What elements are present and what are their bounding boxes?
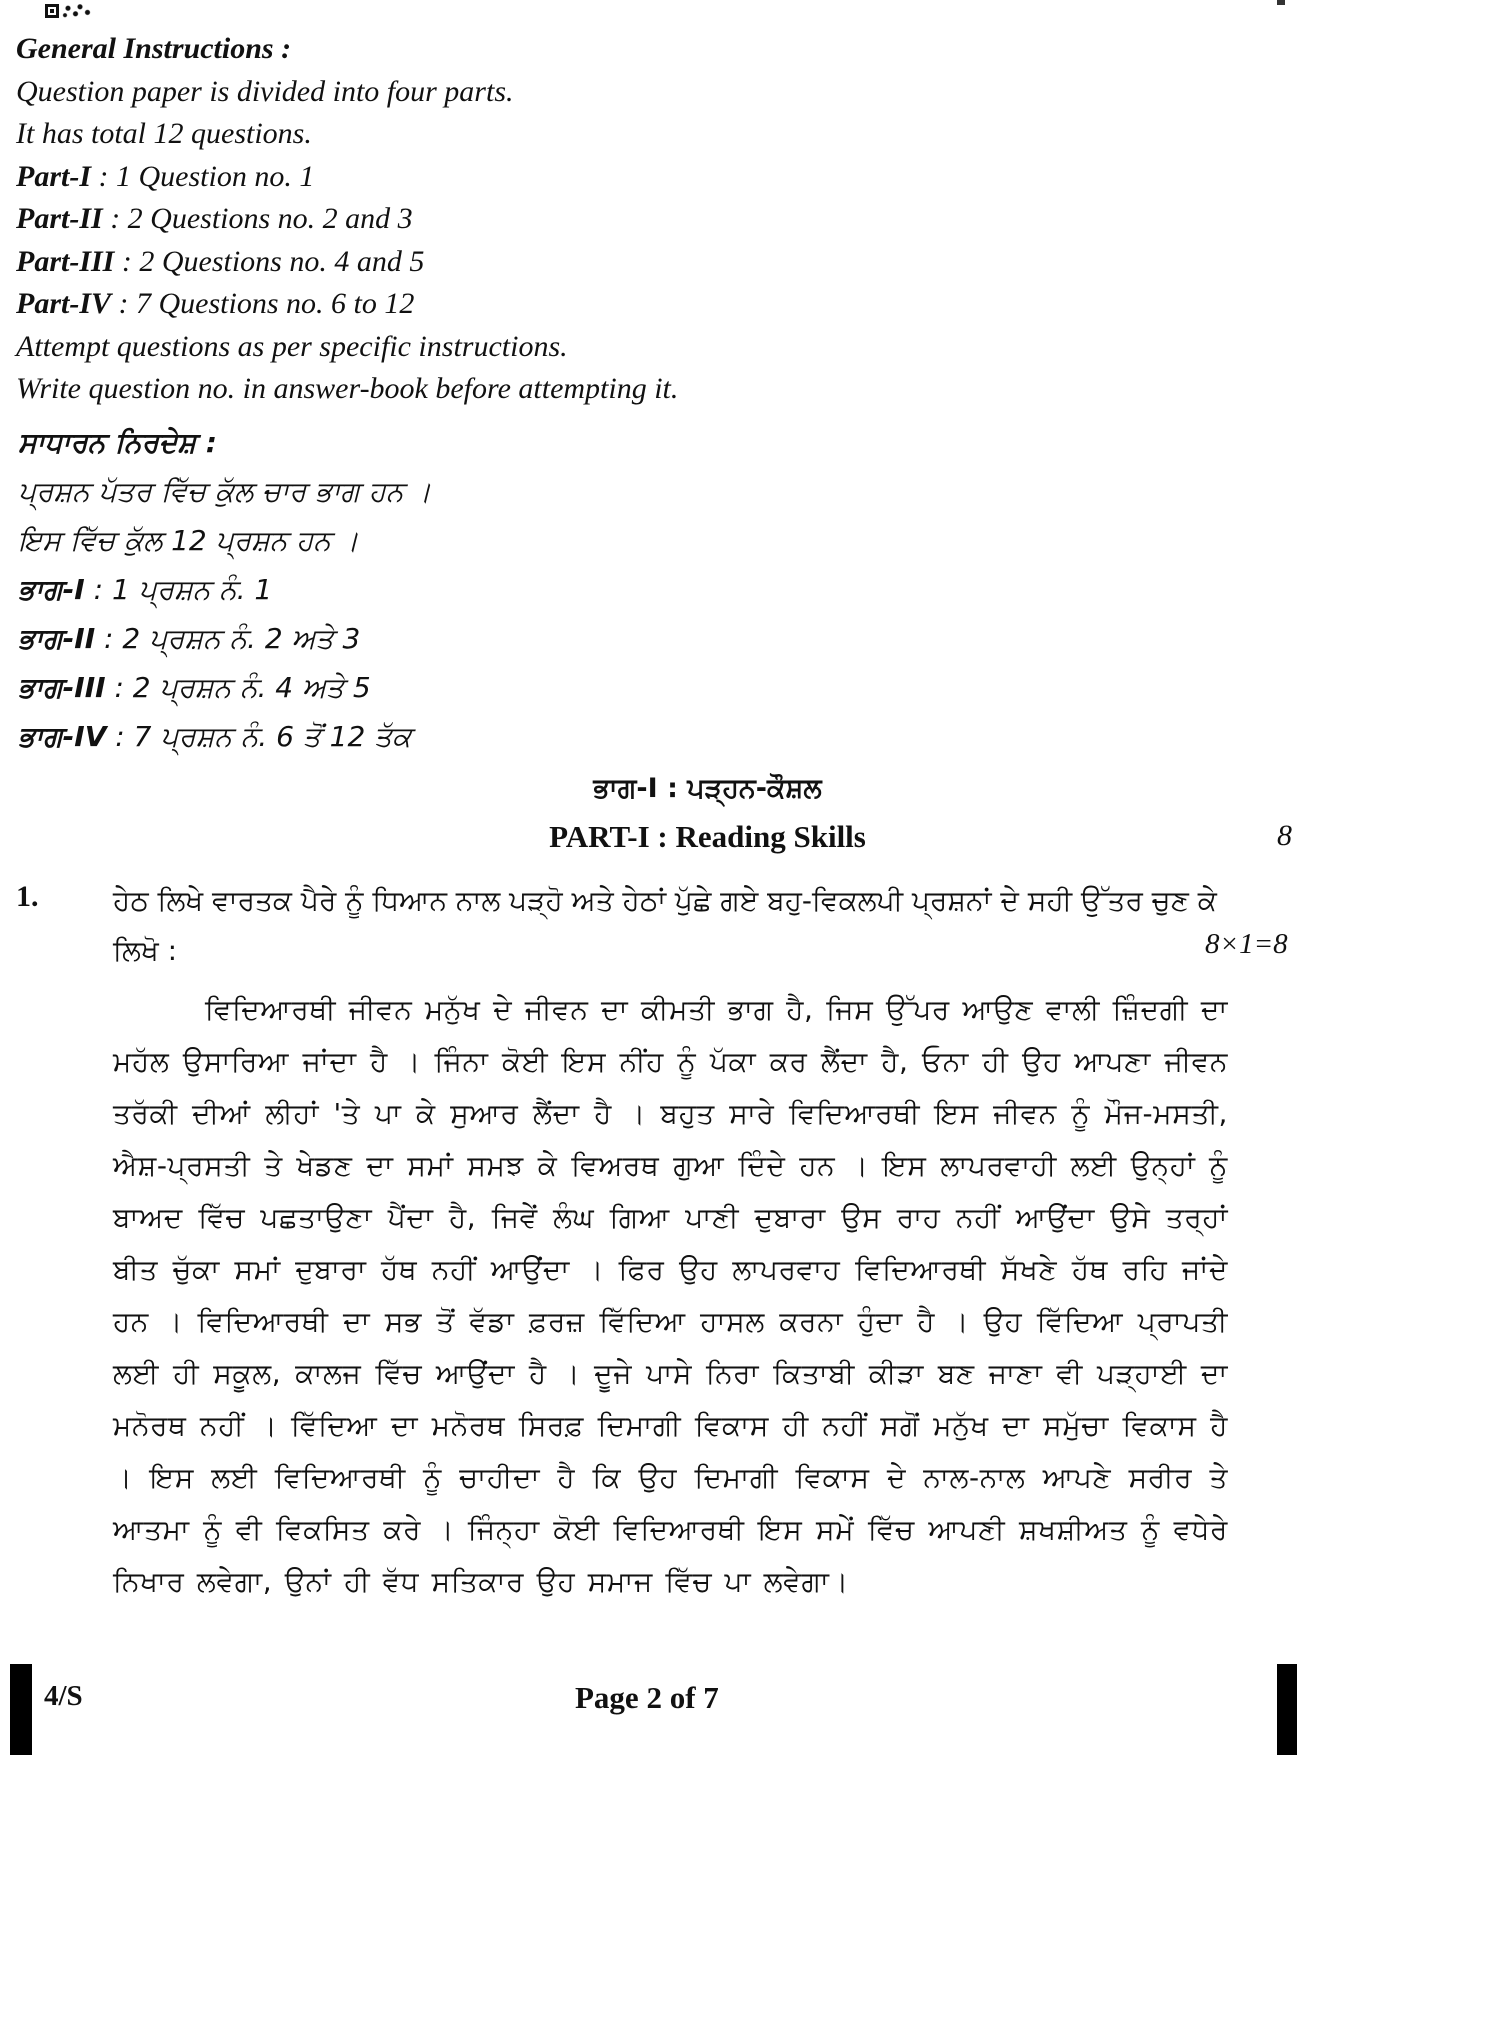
question-marks: 8×1=8	[1205, 928, 1288, 960]
instruction-line: Question paper is divided into four parts.	[16, 74, 514, 108]
punjabi-instruction-line: ਭਾਗ-II : 2 ਪ੍ਰਸ਼ਨ ਨੰ. 2 ਅਤੇ 3	[18, 622, 361, 655]
general-instructions	[16, 28, 678, 411]
corner-mark	[1277, 0, 1285, 5]
punjabi-instruction-line: ਭਾਗ-IV : 7 ਪ੍ਰਸ਼ਨ ਨੰ. 6 ਤੋਂ 12 ਤੱਕ	[18, 720, 412, 753]
paper-code: 4/S	[44, 1680, 83, 1712]
punjabi-instruction-line: ਇਸ ਵਿੱਚ ਕੁੱਲ 12 ਪ੍ਰਸ਼ਨ ਹਨ ।	[18, 524, 359, 557]
reading-passage: ਵਿਦਿਆਰਥੀ ਜੀਵਨ ਮਨੁੱਖ ਦੇ ਜੀਵਨ ਦਾ ਕੀਮਤੀ ਭਾਗ ਹੈ, ਜਿਸ ਉੱਪਰ ਆਉਣ ਵਾਲੀ ਜ਼ਿੰਦਗੀ ਦਾ ਮਹੱਲ ਉਸਾਰਿਆ ਜਾਂਦਾ ਹੈ । ਜਿੰਨਾ ਕੋਈ ਇਸ ਨੀਂਹ ਨੂੰ ਪੱਕਾ ਕਰ ਲੈਂਦਾ ਹੈ, ਓਨਾ ਹੀ ਉਹ ਆਪਣਾ ਜੀਵਨ ਤਰੱਕੀ ਦੀਆਂ ਲੀਹਾਂ 'ਤੇ ਪਾ ਕੇ ਸੁਆਰ ਲੈਂਦਾ ਹੈ । ਬਹੁਤ ਸਾਰੇ ਵਿਦਿਆਰਥੀ ਇਸ ਜੀਵਨ ਨੂੰ ਮੌਜ-ਮਸਤੀ, ਐਸ਼-ਪ੍ਰਸਤੀ ਤੇ ਖੇਡਣ ਦਾ ਸਮਾਂ ਸਮਝ ਕੇ ਵਿਅਰਥ ਗੁਆ ਦਿੰਦੇ ਹਨ । ਇਸ ਲਾਪਰਵਾਹੀ ਲਈ ਉਨ੍ਹਾਂ ਨੂੰ ਬਾਅਦ ਵਿੱਚ ਪਛਤਾਉਣਾ ਪੈਂਦਾ ਹੈ, ਜਿਵੇਂ ਲੰਘ ਗਿਆ ਪਾਣੀ ਦੁਬਾਰਾ ਉਸ ਰਾਹ ਨਹੀਂ ਆਉਂਦਾ ਉਸੇ ਤਰ੍ਹਾਂ ਬੀਤ ਚੁੱਕਾ ਸਮਾਂ ਦੁਬਾਰਾ ਹੱਥ ਨਹੀਂ ਆਉਂਦਾ । ਫਿਰ ਉਹ ਲਾਪਰਵਾਹ ਵਿਦਿਆਰਥੀ ਸੱਖਣੇ ਹੱਥ ਰਹਿ ਜਾਂਦੇ ਹਨ । ਵਿਦਿਆਰਥੀ ਦਾ ਸਭ ਤੋਂ ਵੱਡਾ ਫ਼ਰਜ਼ ਵਿੱਦਿਆ ਹਾਸਲ ਕਰਨਾ ਹੁੰਦਾ ਹੈ । ਉਹ ਵਿੱਦਿਆ ਪ੍ਰਾਪਤੀ ਲਈ ਹੀ ਸਕੂਲ, ਕਾਲਜ ਵਿੱਚ ਆਉਂਦਾ ਹੈ । ਦੂਜੇ ਪਾਸੇ ਨਿਰਾ ਕਿਤਾਬੀ ਕੀੜਾ ਬਣ ਜਾਣਾ ਵੀ ਪੜ੍ਹਾਈ ਦਾ ਮਨੋਰਥ ਨਹੀਂ । ਵਿੱਦਿਆ ਦਾ ਮਨੋਰਥ ਸਿਰਫ਼ ਦਿਮਾਗੀ ਵਿਕਾਸ ਹੀ ਨਹੀਂ ਸਗੋਂ ਮਨੁੱਖ ਦਾ ਸਮੁੱਚਾ ਵਿਕਾਸ ਹੈ । ਇਸ ਲਈ ਵਿਦਿਆਰਥੀ ਨੂੰ ਚਾਹੀਦਾ ਹੈ ਕਿ ਉਹ ਦਿਮਾਗੀ ਵਿਕਾਸ ਦੇ ਨਾਲ-ਨਾਲ ਆਪਣੇ ਸਰੀਰ ਤੇ ਆਤਮਾ ਨੂੰ ਵੀ ਵਿਕਸਿਤ ਕਰੇ । ਜਿੰਨ੍ਹਾ ਕੋਈ ਵਿਦਿਆਰਥੀ ਇਸ ਸਮੇਂ ਵਿੱਚ ਆਪਣੀ ਸ਼ਖਸ਼ੀਅਤ ਨੂੰ ਵਧੇਰੇ ਨਿਖਾਰ ਲਵੇਗਾ, ਉਨਾਂ ਹੀ ਵੱਧ ਸਤਿਕਾਰ ਉਹ ਸਮਾਜ ਵਿੱਚ ਪਾ ਲਵੇਗਾ।	[113, 993, 1228, 1598]
instruction-line: It has total 12 questions.	[16, 117, 312, 150]
question-text: ਹੇਠ ਲਿਖੇ ਵਾਰਤਕ ਪੈਰੇ ਨੂੰ ਧਿਆਨ ਨਾਲ ਪੜ੍ਹੋ ਅਤੇ ਹੇਠਾਂ ਪੁੱਛੇ ਗਏ ਬਹੁ-ਵਿਕਲਪੀ ਪ੍ਰਸ਼ਨਾਂ ਦੇ ਸਹੀ ਉੱਤਰ ਚੁਣ ਕੇ ਲਿਖੋ :	[113, 884, 1217, 967]
instruction-line: Part-III : 2 Questions no. 4 and 5	[16, 244, 425, 278]
qr-code-icon	[45, 3, 105, 19]
instruction-line: Attempt questions as per specific instructions.	[16, 329, 568, 363]
page-number: Page 2 of 7	[575, 1680, 719, 1715]
punjabi-instruction-line: ਭਾਗ-III : 2 ਪ੍ਰਸ਼ਨ ਨੰ. 4 ਅਤੇ 5	[18, 671, 371, 704]
punjabi-instructions-title: ਸਾਧਾਰਨ ਨਿਰਦੇਸ਼ :	[18, 426, 217, 459]
punjabi-instruction-line: ਪ੍ਰਸ਼ਨ ਪੱਤਰ ਵਿੱਚ ਕੁੱਲ ਚਾਰ ਭਾਗ ਹਨ ।	[18, 475, 432, 508]
punjabi-instruction-line: ਭਾਗ-I : 1 ਪ੍ਰਸ਼ਨ ਨੰ. 1	[18, 573, 273, 606]
qr-finder-pattern	[45, 4, 59, 18]
instruction-line: Part-II : 2 Questions no. 2 and 3	[16, 202, 413, 235]
part-heading-english: PART-I : Reading Skills	[549, 819, 866, 854]
part-heading-punjabi: ਭਾਗ-I : ਪੜ੍ਹਨ-ਕੌਸ਼ਲ	[593, 773, 822, 804]
qr-data-pattern	[62, 4, 92, 18]
punjabi-instructions	[18, 418, 431, 761]
general-instructions-title: General Instructions :	[16, 32, 292, 65]
part-marks: 8	[1277, 819, 1292, 852]
instruction-line: Part-IV : 7 Questions no. 6 to 12	[16, 287, 415, 320]
question-number: 1.	[16, 880, 39, 913]
instruction-line: Part-I : 1 Question no. 1	[16, 159, 315, 193]
instruction-line: Write question no. in answer-book before attempting it.	[16, 372, 679, 405]
footer-bar-left	[10, 1664, 32, 1755]
footer-bar-right	[1277, 1664, 1297, 1755]
